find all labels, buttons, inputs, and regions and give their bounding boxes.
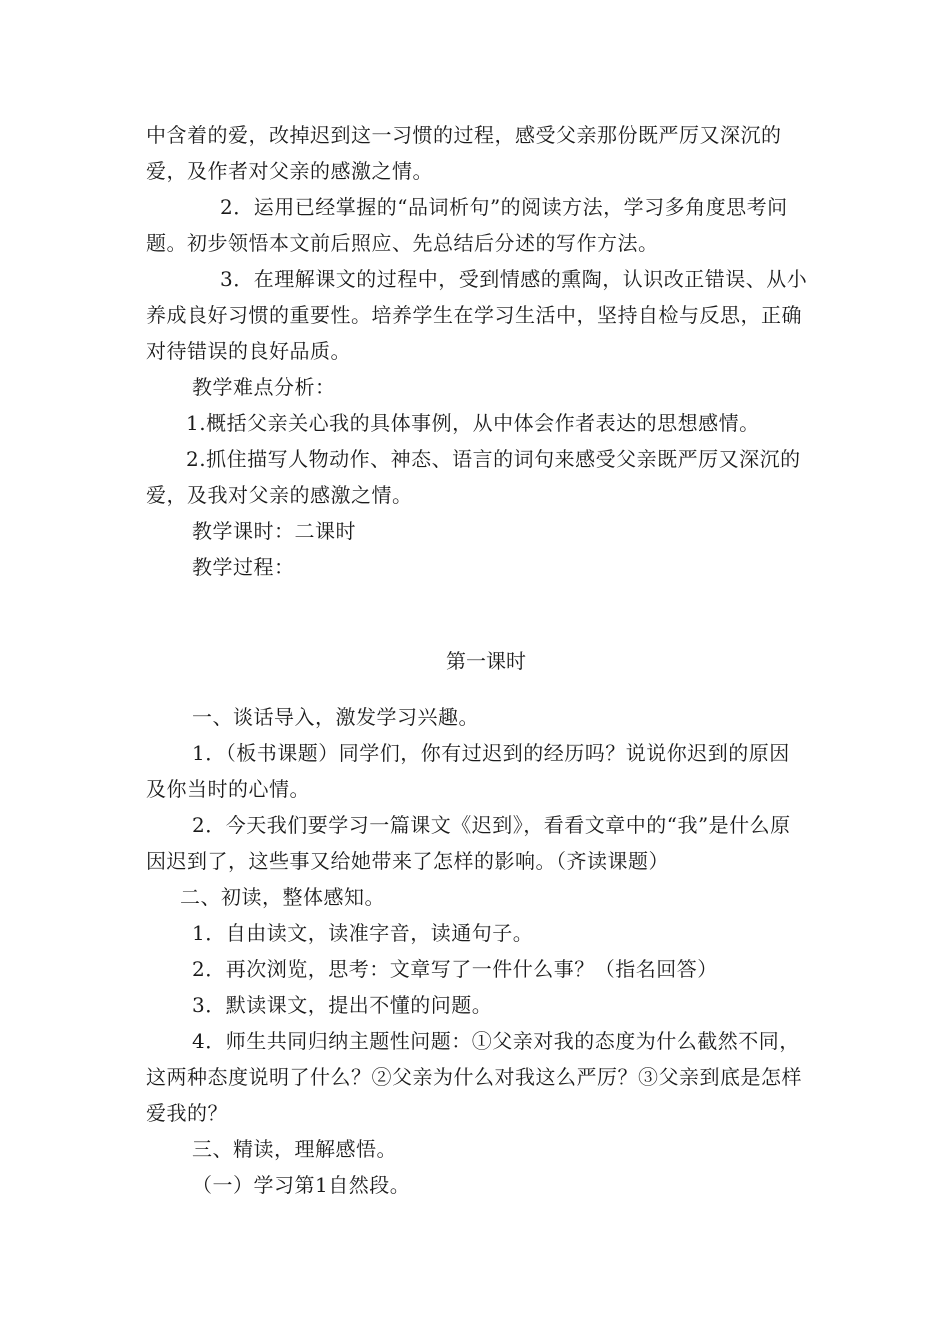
paragraph-part-2-item-2: 2．再次浏览，思考：文章写了一件什么事？（指名回答） bbox=[192, 957, 718, 981]
paragraph-part-2-item-3: 3．默读课文，提出不懂的问题。 bbox=[192, 993, 493, 1017]
paragraph-difficulty-1: 1.概括父亲关心我的具体事例，从中体会作者表达的思想感情。 bbox=[186, 411, 760, 435]
paragraph-part-3: 三、精读，理解感悟。 bbox=[192, 1137, 397, 1161]
paragraph-part-2: 二、初读，整体感知。 bbox=[180, 885, 385, 909]
paragraph-part-2-item-1: 1．自由读文，读准字音，读通句子。 bbox=[192, 921, 534, 945]
paragraph-difficulty-heading: 教学难点分析： bbox=[192, 375, 336, 399]
paragraph-process-heading: 教学过程： bbox=[192, 555, 295, 579]
paragraph-part-1: 一、谈话导入，激发学习兴趣。 bbox=[192, 705, 479, 729]
paragraph-objective-2: 2．运用已经掌握的“品词析句”的阅读方法，学习多角度思考问题。初步领悟本文前后照应、先总结后分述的写作方法。 bbox=[146, 195, 788, 255]
section-title: 第一课时 bbox=[446, 649, 526, 673]
paragraph-difficulty-2: 2.抓住描写人物动作、神态、语言的词句来感受父亲既严厉又深沉的爱，及我对父亲的感激之情。 bbox=[146, 447, 801, 507]
paragraph-objective-1-continued: 中含着的爱，改掉迟到这一习惯的过程，感受父亲那份既严厉又深沉的爱，及作者对父亲的感激之情。 bbox=[146, 123, 782, 183]
paragraph-part-1-item-1: 1．（板书课题）同学们，你有过迟到的经历吗？说说你迟到的原因及你当时的心情。 bbox=[146, 741, 790, 801]
paragraph-part-3-sub-1: （一）学习第1自然段。 bbox=[192, 1173, 411, 1197]
paragraph-part-2-item-4: 4．师生共同归纳主题性问题：①父亲对我的态度为什么截然不同，这两种态度说明了什么？②父亲为什么对我这么严厉？③父亲到底是怎样爱我的？ bbox=[146, 1029, 802, 1125]
paragraph-part-1-item-2: 2．今天我们要学习一篇课文《迟到》，看看文章中的“我”是什么原因迟到了，这些事又给她带来了怎样的影响。（齐读课题） bbox=[146, 813, 791, 873]
paragraph-objective-3: 3．在理解课文的过程中，受到情感的熏陶，认识改正错误、从小养成良好习惯的重要性。培养学生在学习生活中，坚持自检与反思，正确对待错误的良好品质。 bbox=[146, 267, 808, 363]
document-page bbox=[146, 117, 808, 1203]
paragraph-class-hours: 教学课时：二课时 bbox=[192, 519, 356, 543]
